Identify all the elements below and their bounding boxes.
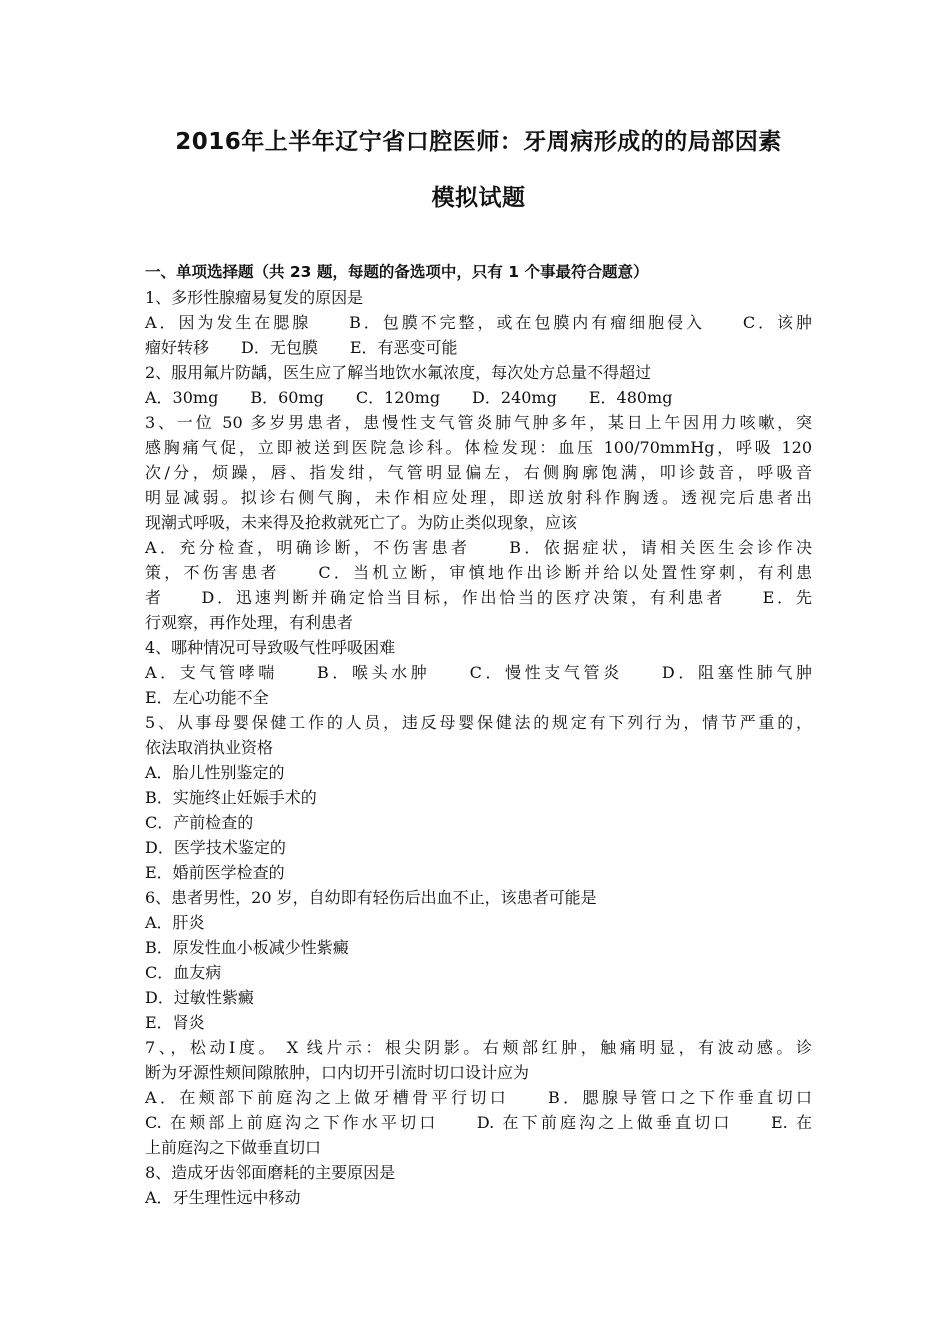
answer-line: 策，不伤害患者 C．当机立断，审慎地作出诊断并给以处置性穿刺，有利患 xyxy=(145,563,812,582)
title-line-2: 模拟试题 xyxy=(431,185,526,211)
question-line: 4、哪种情况可导致吸气性呼吸困难 xyxy=(145,638,396,657)
question-line: 5、从事母婴保健工作的人员，违反母婴保健法的规定有下列行为，情节严重的， xyxy=(145,713,812,732)
title-line-1: 2016年上半年辽宁省口腔医师：牙周病形成的的局部因素 xyxy=(175,129,782,155)
answer-line: A．充分检查，明确诊断，不伤害患者 B．依据症状，请相关医生会诊作决 xyxy=(145,538,812,557)
answer-line: 瘤好转移 D．无包膜 E．有恶变可能 xyxy=(145,338,458,357)
answer-line: A．支气管哮喘 B．喉头水肿 C．慢性支气管炎 D．阻塞性肺气肿 xyxy=(145,663,812,682)
answer-line: A．牙生理性远中移动 xyxy=(145,1188,301,1207)
document-title xyxy=(145,114,812,226)
answer-line: C．血友病 xyxy=(145,963,222,982)
question-line: 明显减弱。拟诊右侧气胸，未作相应处理，即送放射科作胸透。透视完后患者出 xyxy=(145,488,812,507)
answer-line: A．胎儿性别鉴定的 xyxy=(145,763,285,782)
question-line: 2、服用氟片防龋，医生应了解当地饮水氟浓度，每次处方总量不得超过 xyxy=(145,363,652,382)
question-line: 7、，松动Ⅰ度。 X 线片示：根尖阴影。右颊部红肿，触痛明显，有波动感。诊 xyxy=(145,1038,812,1057)
question-line: 6、患者男性，20 岁，自幼即有轻伤后出血不止，该患者可能是 xyxy=(145,888,597,907)
answer-line: E．左心功能不全 xyxy=(145,688,269,707)
answer-line: B．实施终止妊娠手术的 xyxy=(145,788,317,807)
document-body xyxy=(145,260,812,1210)
answer-line: D．过敏性紫癜 xyxy=(145,988,254,1007)
answer-line: E．婚前医学检查的 xyxy=(145,863,285,882)
question-line: 断为牙源性颊间隙脓肿，口内切开引流时切口设计应为 xyxy=(145,1063,530,1082)
answer-line: 上前庭沟之下做垂直切口 xyxy=(145,1138,322,1157)
answer-line: E．肾炎 xyxy=(145,1013,205,1032)
question-line: 3、一位 50 多岁男患者，患慢性支气管炎肺气肿多年，某日上午因用力咳嗽，突 xyxy=(145,413,812,432)
answer-line: B．原发性血小板减少性紫癜 xyxy=(145,938,349,957)
question-line: 次/分，烦躁，唇、指发绀，气管明显偏左，右侧胸廓饱满，叩诊鼓音，呼吸音 xyxy=(145,463,812,482)
answer-line: A．在颊部下前庭沟之上做牙槽骨平行切口 B．腮腺导管口之下作垂直切口 xyxy=(145,1088,812,1107)
question-line: 1、多形性腺瘤易复发的原因是 xyxy=(145,288,364,307)
answer-line: C．产前检查的 xyxy=(145,813,254,832)
question-line: 感胸痛气促，立即被送到医院急诊科。体检发现：血压 100/70mmHg，呼吸 120 xyxy=(145,438,812,457)
question-line: 依法取消执业资格 xyxy=(145,738,274,757)
answer-line: 者 D．迅速判断并确定恰当目标，作出恰当的医疗决策，有利患者 E．先 xyxy=(145,588,812,607)
answer-line: D．医学技术鉴定的 xyxy=(145,838,286,857)
answer-line: A．因为发生在腮腺 B．包膜不完整，或在包膜内有瘤细胞侵入 C．该肿 xyxy=(145,313,812,332)
question-line: 8、造成牙齿邻面磨耗的主要原因是 xyxy=(145,1163,396,1182)
answer-line: A．30mg B．60mg C．120mg D．240mg E．480mg xyxy=(145,388,673,407)
answer-line: A．肝炎 xyxy=(145,913,205,932)
answer-line: C. 在颊部上前庭沟之下作水平切口 D. 在下前庭沟之上做垂直切口 E. 在 xyxy=(145,1113,812,1132)
answer-line: 行观察，再作处理，有利患者 xyxy=(145,613,354,632)
question-line: 现潮式呼吸，未来得及抢救就死亡了。为防止类似现象，应该 xyxy=(145,513,578,532)
section-heading: 一、单项选择题（共 23 题，每题的备选项中，只有 1 个事最符合题意） xyxy=(145,263,649,281)
